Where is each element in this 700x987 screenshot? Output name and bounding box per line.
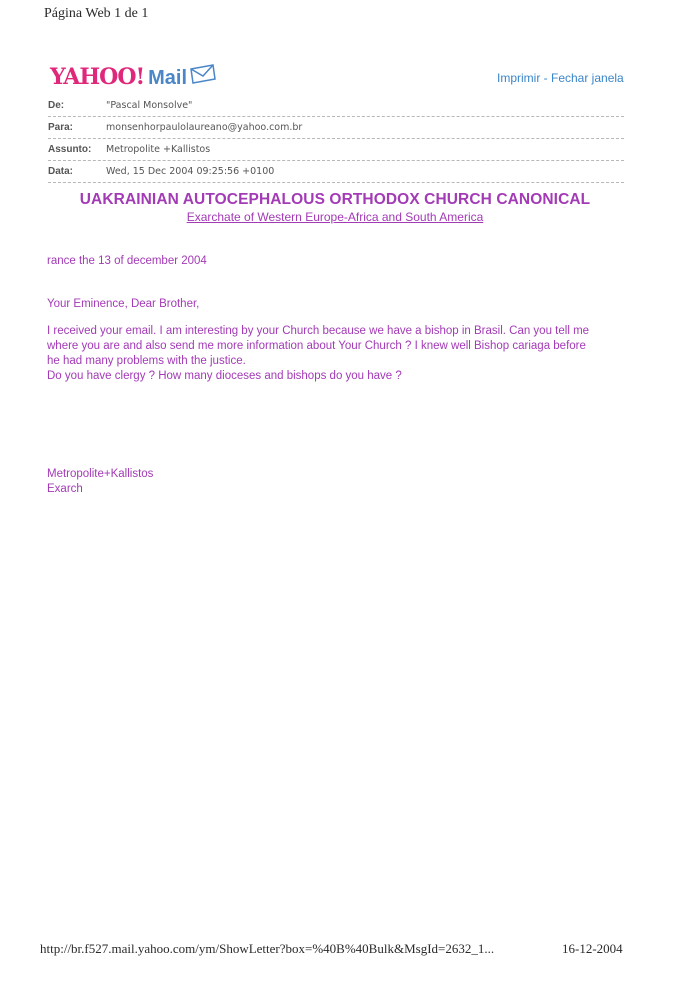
header-label: Assunto: [48, 144, 92, 155]
email-headers [48, 95, 624, 183]
header-row-to [48, 117, 624, 139]
signature-name: Metropolite+Kallistos [47, 468, 154, 480]
close-window-link[interactable]: Fechar janela [551, 71, 624, 85]
page-label: Página Web 1 de 1 [44, 6, 149, 21]
header-value: Wed, 15 Dec 2004 09:25:56 +0100 [106, 166, 275, 177]
header-label: Data: [48, 166, 74, 177]
paragraph-line: he had many problems with the justice. [47, 355, 246, 367]
header-value: "Pascal Monsolve" [106, 100, 193, 111]
header-row-from [48, 95, 624, 117]
yahoo-logo-text: YAHOO! [50, 64, 145, 90]
letter-subtitle: Exarchate of Western Europe-Africa and South America [186, 210, 484, 224]
yahoo-mail-logo [50, 60, 217, 90]
header-label: Para: [48, 122, 74, 133]
top-links [497, 71, 624, 85]
footer-url: http://br.f527.mail.yahoo.com/ym/ShowLetter?box=%40B%40Bulk&MsgId=2632_1... [40, 941, 495, 956]
paragraph-line: Do you have clergy ? How many dioceses and bishops do you have ? [47, 370, 402, 382]
envelope-icon [189, 63, 217, 90]
paragraph-line: I received your email. I am interesting by your Church because we have a bishop in Brasil. Can you tell me [47, 325, 590, 337]
mail-logo-text: Mail [148, 67, 188, 89]
link-separator: - [540, 71, 551, 85]
paragraph-line: where you are and also send me more information about Your Church ? I knew well Bishop cariaga before [47, 340, 586, 352]
letter-signature [47, 467, 627, 497]
header-row-date [48, 161, 624, 183]
header-value: Metropolite +Kallistos [106, 144, 211, 155]
header-row-subject [48, 139, 624, 161]
letter-paragraph [47, 324, 627, 384]
header-label: De: [48, 100, 65, 111]
header-value: monsenhorpaulolaureano@yahoo.com.br [106, 122, 303, 133]
print-link[interactable]: Imprimir [497, 71, 541, 85]
letter-title: UAKRAINIAN AUTOCEPHALOUS ORTHODOX CHURCH CANONICAL [79, 191, 591, 208]
signature-title: Exarch [47, 483, 83, 495]
letter-greeting: Your Eminence, Dear Brother, [47, 298, 200, 310]
letter-date-line: rance the 13 of december 2004 [47, 255, 207, 267]
footer-date: 16-12-2004 [562, 941, 623, 956]
